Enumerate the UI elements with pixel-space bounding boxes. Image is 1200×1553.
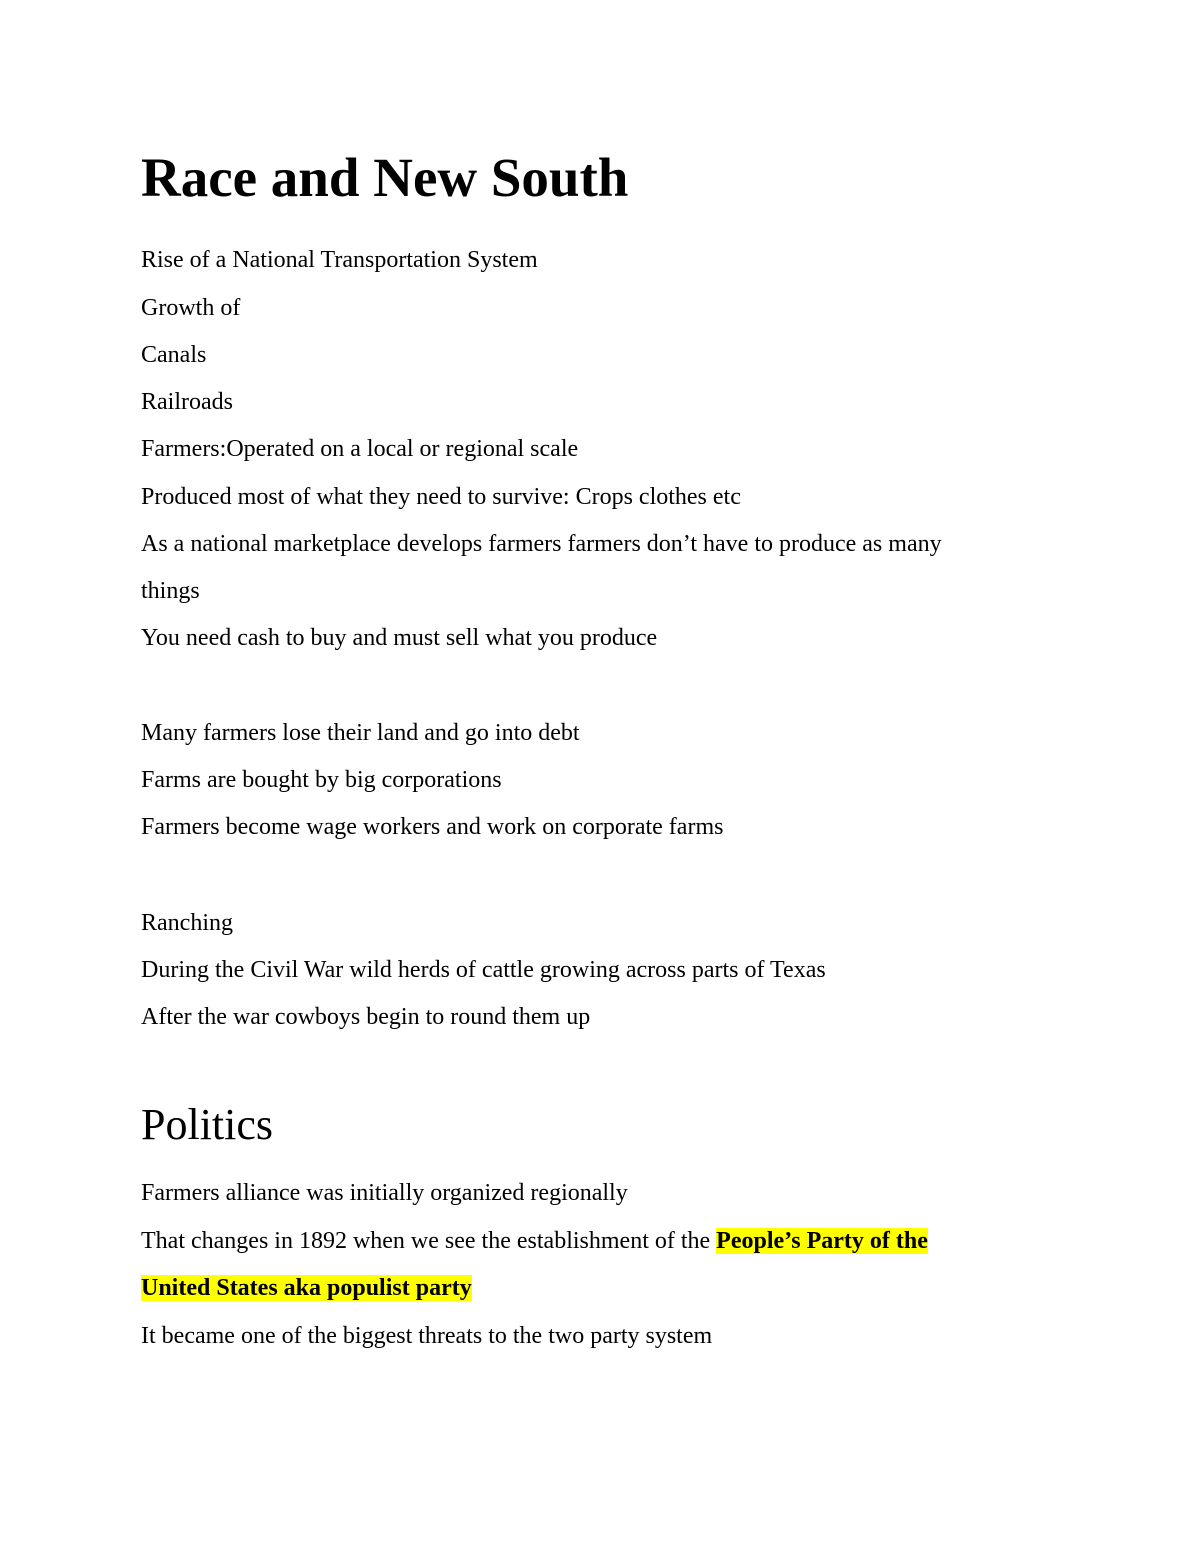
text-line: things — [141, 578, 200, 604]
text-line: You need cash to buy and must sell what you produce — [141, 625, 658, 651]
text-line: Produced most of what they need to survive: Crops clothes etc — [141, 484, 741, 510]
text-line: Rise of a National Transportation System — [141, 247, 538, 273]
text-line: Canals — [141, 342, 207, 368]
text-line: Railroads — [141, 389, 233, 415]
section-heading: Politics — [141, 1100, 274, 1149]
text-line — [141, 1272, 472, 1304]
text-line: Farmers:Operated on a local or regional scale — [141, 436, 579, 462]
text-line: During the Civil War wild herds of cattle growing across parts of Texas — [141, 957, 826, 983]
text-segment: That changes in 1892 when we see the establishment of the — [141, 1228, 717, 1254]
text-line: It became one of the biggest threats to the two party system — [141, 1323, 713, 1349]
document-title: Race and New South — [141, 147, 629, 208]
text-line: Many farmers lose their land and go into debt — [141, 720, 580, 746]
text-line: Ranching — [141, 910, 233, 936]
text-line: Farmers become wage workers and work on corporate farms — [141, 814, 724, 840]
text-line: Growth of — [141, 295, 241, 321]
text-line: After the war cowboys begin to round them up — [141, 1004, 591, 1030]
text-line: As a national marketplace develops farmers farmers don’t have to produce as many — [141, 531, 942, 557]
text-line: Farmers alliance was initially organized regionally — [141, 1180, 628, 1206]
highlighted-text: United States aka populist party — [141, 1275, 472, 1301]
highlighted-text: People’s Party of the — [716, 1228, 928, 1254]
text-line: Farms are bought by big corporations — [141, 767, 502, 793]
text-line — [141, 1225, 928, 1257]
